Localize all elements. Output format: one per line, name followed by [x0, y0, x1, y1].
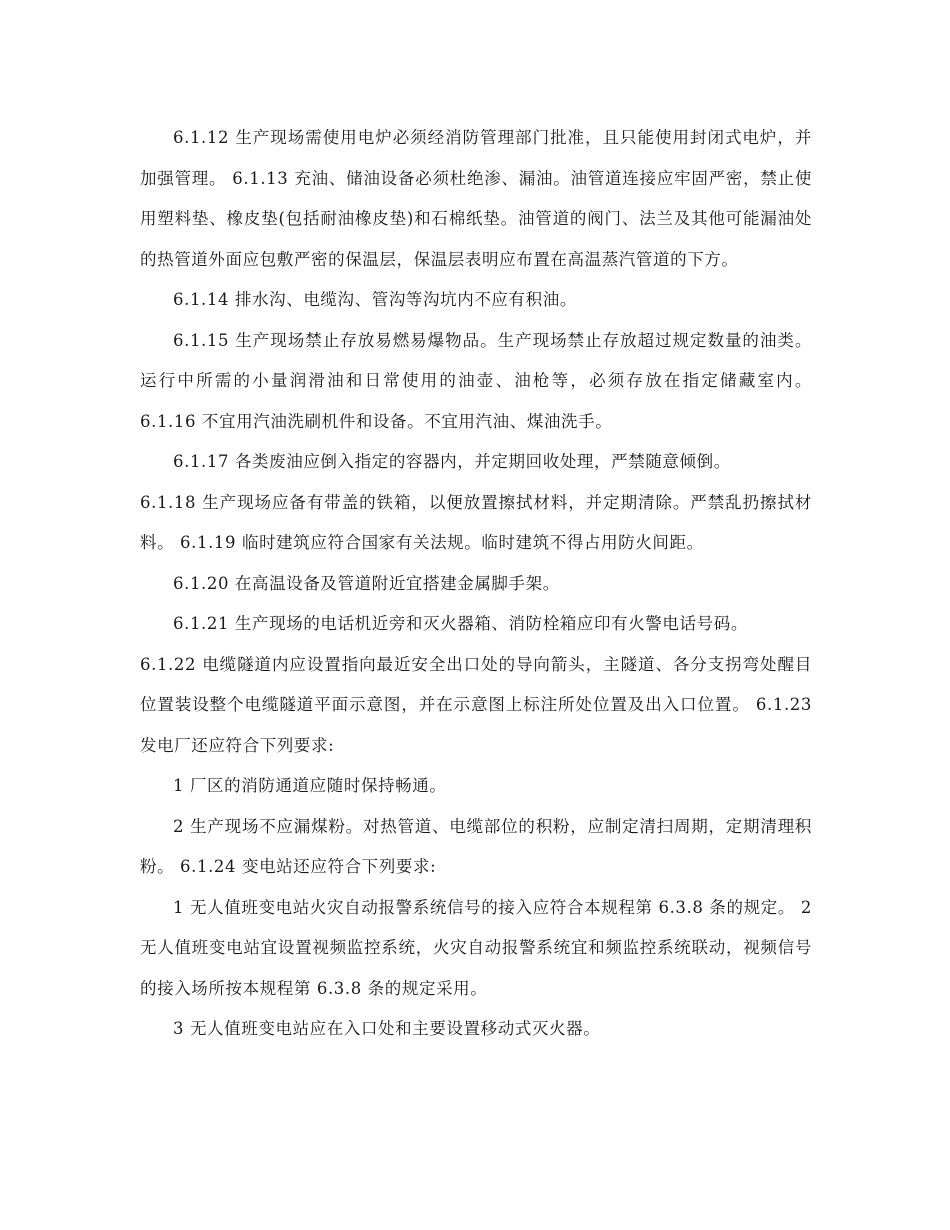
- list-item-substation-3: 3 无人值班变电站应在入口处和主要设置移动式灭火器。: [173, 1019, 601, 1038]
- document-page: [140, 118, 812, 1050]
- paragraph-6-1-18: 6.1.18 生产现场应备有带盖的铁箱，以便放置擦拭材料，并定期清除。严禁乱扔擦拭材料。 6.1.19 临时建筑应符合国家有关法规。临时建筑不得占用防火间距。: [140, 492, 812, 552]
- paragraph-6-1-15: 6.1.15 生产现场禁止存放易燃易爆物品。生产现场禁止存放超过规定数量的油类。运行中所需的小量润滑油和日常使用的油壶、油枪等，必须存放在指定储藏室内。 6.1.16 不宜用汽油洗刷机件和设备。不宜用汽油、煤油洗手。: [140, 330, 812, 431]
- paragraph-6-1-17: 6.1.17 各类废油应倒入指定的容器内，并定期回收处理，严禁随意倾倒。: [173, 452, 731, 471]
- paragraph-6-1-14: 6.1.14 排水沟、电缆沟、管沟等沟坑内不应有积油。: [173, 290, 577, 309]
- paragraph-6-1-12: 6.1.12 生产现场需使用电炉必须经消防管理部门批准，且只能使用封闭式电炉，并加强管理。 6.1.13 充油、储油设备必须杜绝渗、漏油。油管道连接应牢固严密，禁止使用塑料垫、橡皮垫(包括耐油橡皮垫)和石棉纸垫。油管道的阀门、法兰及其他可能漏油处的热管道外面应包敷严密的保温层，保温层表明应布置在高温蒸汽管道的下方。: [140, 128, 812, 269]
- list-item-power-plant-1: 1 厂区的消防通道应随时保持畅通。: [173, 776, 447, 795]
- paragraph-6-1-22: 6.1.22 电缆隧道内应设置指向最近安全出口处的导向箭头，主隧道、各分支拐弯处醒目位置装设整个电缆隧道平面示意图，并在示意图上标注所处位置及出入口位置。 6.1.23 发电厂还应符合下列要求:: [140, 654, 812, 755]
- list-item-substation-1: 1 无人值班变电站火灾自动报警系统信号的接入应符合本规程第 6.3.8 条的规定。 2 无人值班变电站宜设置视频监控系统，火灾自动报警系统宜和频监控系统联动，视频信号的接入场所按本规程第 6.3.8 条的规定采用。: [140, 897, 812, 998]
- paragraph-6-1-21: 6.1.21 生产现场的电话机近旁和灭火器箱、消防栓箱应印有火警电话号码。: [173, 614, 748, 633]
- list-item-power-plant-2: 2 生产现场不应漏煤粉。对热管道、电缆部位的积粉，应制定清扫周期，定期清理积粉。 6.1.24 变电站还应符合下列要求:: [140, 816, 812, 876]
- paragraph-6-1-20: 6.1.20 在高温设备及管道附近宜搭建金属脚手架。: [173, 573, 560, 593]
